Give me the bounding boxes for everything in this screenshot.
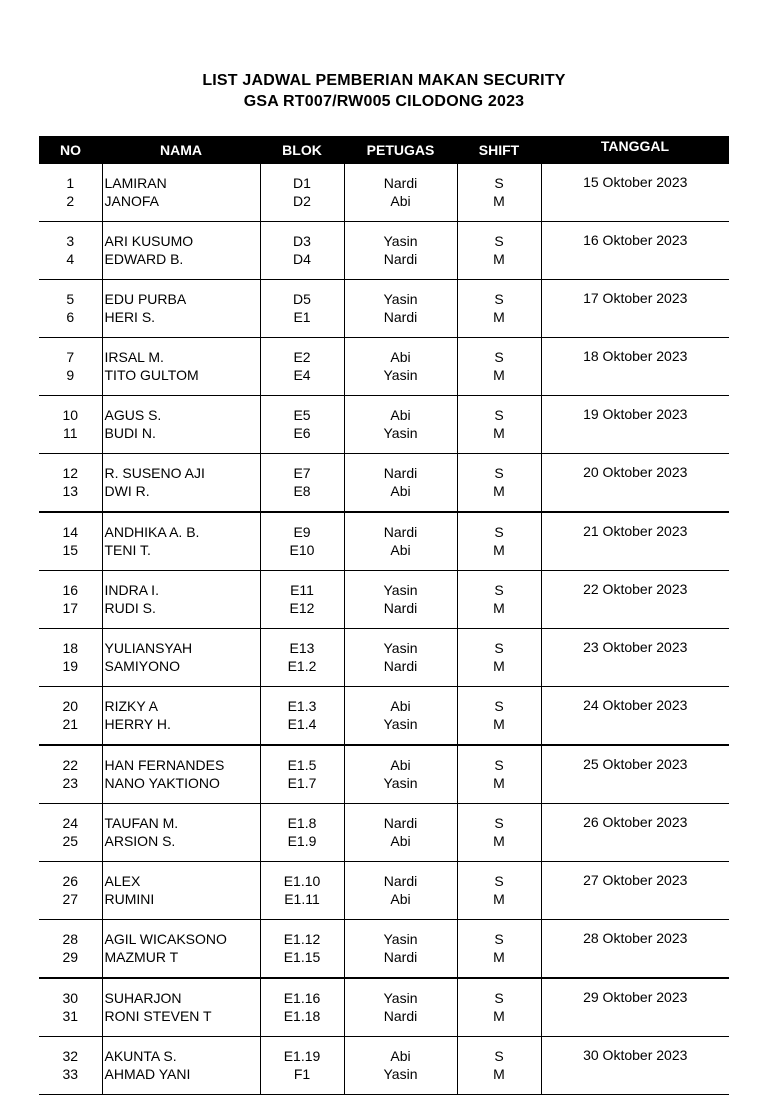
- cell-shift-line: S: [494, 873, 504, 889]
- cell-no: [39, 280, 102, 338]
- header-tanggal: TANGGAL: [541, 136, 729, 164]
- cell-nama-line: TENI T.: [104, 541, 151, 558]
- cell-petugas: [344, 1037, 457, 1095]
- cell-tanggal: 28 Oktober 2023: [541, 920, 729, 979]
- cell-petugas: [344, 164, 457, 222]
- cell-shift-line: S: [494, 990, 504, 1006]
- cell-nama: [102, 920, 260, 979]
- cell-nama-line: ARSION S.: [104, 832, 176, 849]
- cell-nama-line: ARI KUSUMO: [104, 233, 194, 249]
- cell-blok: [260, 804, 344, 862]
- cell-petugas: [344, 745, 457, 804]
- cell-shift-line: S: [494, 1048, 504, 1064]
- cell-blok: [260, 862, 344, 920]
- cell-nama-line: YULIANSYAH: [104, 640, 193, 656]
- cell-shift-line: M: [493, 890, 505, 907]
- cell-blok-line: E1.5: [287, 757, 317, 773]
- cell-petugas-line: Nardi: [383, 815, 418, 831]
- cell-no-line: 15: [62, 541, 79, 558]
- cell-no-line: 19: [62, 657, 79, 674]
- cell-no: [39, 978, 102, 1037]
- cell-nama: [102, 862, 260, 920]
- cell-nama: [102, 280, 260, 338]
- cell-petugas: [344, 222, 457, 280]
- cell-shift-line: M: [493, 1007, 505, 1024]
- cell-shift-line: S: [494, 931, 504, 947]
- table-row: [39, 222, 729, 280]
- cell-no-line: 14: [62, 524, 79, 540]
- cell-nama-line: IRSAL M.: [104, 349, 164, 365]
- cell-no: [39, 571, 102, 629]
- cell-tanggal: 23 Oktober 2023: [541, 629, 729, 687]
- cell-shift: [457, 454, 541, 513]
- cell-no: [39, 745, 102, 804]
- cell-blok-line: E1.2: [287, 657, 317, 674]
- cell-no-line: 26: [62, 873, 79, 889]
- cell-petugas-line: Abi: [390, 192, 411, 209]
- cell-blok-line: E4: [293, 366, 311, 383]
- header-nama: NAMA: [102, 136, 260, 164]
- cell-blok-line: D2: [293, 192, 311, 209]
- cell-blok: [260, 164, 344, 222]
- cell-petugas-line: Abi: [390, 890, 411, 907]
- table-row: [39, 571, 729, 629]
- cell-no: [39, 396, 102, 454]
- cell-petugas: [344, 629, 457, 687]
- table-row: [39, 164, 729, 222]
- cell-shift: [457, 978, 541, 1037]
- cell-petugas-line: Yasin: [383, 1065, 418, 1082]
- header-row: [39, 136, 729, 164]
- cell-nama: [102, 629, 260, 687]
- cell-nama-line: SUHARJON: [104, 990, 182, 1006]
- title-line-1: LIST JADWAL PEMBERIAN MAKAN SECURITY: [202, 72, 566, 89]
- table-row: [39, 862, 729, 920]
- cell-tanggal: 21 Oktober 2023: [541, 512, 729, 571]
- cell-petugas-line: Yasin: [383, 424, 418, 441]
- cell-nama-line: JANOFA: [104, 192, 159, 209]
- cell-shift: [457, 396, 541, 454]
- cell-nama: [102, 338, 260, 396]
- cell-no: [39, 862, 102, 920]
- cell-shift-line: S: [494, 175, 504, 191]
- header-no: NO: [39, 136, 102, 164]
- cell-blok: [260, 338, 344, 396]
- cell-nama-line: TITO GULTOM: [104, 366, 199, 383]
- cell-tanggal: 17 Oktober 2023: [541, 280, 729, 338]
- cell-shift: [457, 280, 541, 338]
- cell-nama-line: RUDI S.: [104, 599, 156, 616]
- cell-blok-line: E1.12: [283, 931, 321, 947]
- cell-petugas-line: Yasin: [383, 715, 418, 732]
- cell-no: [39, 454, 102, 513]
- cell-blok-line: F1: [293, 1065, 311, 1082]
- cell-petugas-line: Yasin: [383, 774, 418, 791]
- cell-shift-line: M: [493, 715, 505, 732]
- cell-no-line: 1: [66, 175, 75, 191]
- table-header: [39, 136, 729, 164]
- cell-nama-line: ALEX: [104, 873, 141, 889]
- cell-blok: [260, 629, 344, 687]
- cell-blok-line: E2: [293, 349, 311, 365]
- cell-blok-line: E13: [289, 640, 315, 656]
- cell-no-line: 6: [66, 308, 75, 325]
- cell-nama: [102, 745, 260, 804]
- cell-no: [39, 920, 102, 979]
- cell-blok: [260, 978, 344, 1037]
- cell-nama-line: R. SUSENO AJI: [104, 465, 205, 481]
- cell-blok-line: E5: [293, 407, 311, 423]
- cell-blok: [260, 687, 344, 746]
- cell-no-line: 16: [62, 582, 79, 598]
- cell-no-line: 27: [62, 890, 79, 907]
- cell-tanggal: 18 Oktober 2023: [541, 338, 729, 396]
- cell-tanggal: 24 Oktober 2023: [541, 687, 729, 746]
- cell-blok: [260, 512, 344, 571]
- cell-blok-line: E9: [293, 524, 311, 540]
- table-row: [39, 978, 729, 1037]
- cell-shift: [457, 571, 541, 629]
- cell-shift-line: M: [493, 774, 505, 791]
- cell-shift-line: M: [493, 657, 505, 674]
- cell-petugas-line: Abi: [390, 1048, 411, 1064]
- cell-no: [39, 1037, 102, 1095]
- cell-shift: [457, 804, 541, 862]
- cell-no: [39, 338, 102, 396]
- cell-nama-line: RUMINI: [104, 890, 155, 907]
- cell-no-line: 21: [62, 715, 79, 732]
- cell-tanggal: 27 Oktober 2023: [541, 862, 729, 920]
- table-row: [39, 1037, 729, 1095]
- cell-shift-line: S: [494, 465, 504, 481]
- cell-petugas-line: Nardi: [383, 175, 418, 191]
- cell-blok-line: E1.16: [283, 990, 321, 1006]
- schedule-table: [39, 136, 729, 1095]
- cell-shift-line: S: [494, 640, 504, 656]
- header-shift: SHIFT: [457, 136, 541, 164]
- cell-nama-line: AKUNTA S.: [104, 1048, 177, 1064]
- cell-shift-line: M: [493, 1065, 505, 1082]
- cell-no-line: 22: [62, 757, 79, 773]
- cell-shift: [457, 1037, 541, 1095]
- cell-petugas-line: Nardi: [383, 873, 418, 889]
- cell-petugas-line: Abi: [390, 698, 411, 714]
- cell-blok-line: E1.4: [287, 715, 317, 732]
- cell-shift-line: S: [494, 698, 504, 714]
- cell-nama-line: INDRA I.: [104, 582, 159, 598]
- cell-blok-line: E1.11: [284, 890, 320, 907]
- cell-no-line: 20: [62, 698, 79, 714]
- cell-no: [39, 512, 102, 571]
- cell-no-line: 10: [62, 407, 79, 423]
- cell-no-line: 31: [62, 1007, 79, 1024]
- cell-blok-line: E1.10: [283, 873, 321, 889]
- cell-nama-line: RONI STEVEN T: [104, 1007, 212, 1024]
- cell-shift-line: M: [493, 948, 505, 965]
- cell-no-line: 7: [66, 349, 75, 365]
- cell-petugas-line: Yasin: [383, 582, 418, 598]
- cell-nama: [102, 164, 260, 222]
- cell-blok-line: E12: [289, 599, 315, 616]
- cell-shift-line: M: [493, 250, 505, 267]
- cell-blok-line: E1.15: [283, 948, 321, 965]
- cell-petugas-line: Yasin: [383, 366, 418, 383]
- cell-blok: [260, 920, 344, 979]
- cell-shift-line: M: [493, 308, 505, 325]
- cell-blok-line: E1.7: [287, 774, 317, 791]
- cell-nama-line: LAMIRAN: [104, 175, 167, 191]
- cell-shift: [457, 862, 541, 920]
- cell-petugas-line: Nardi: [383, 1007, 418, 1024]
- cell-blok-line: E1.18: [283, 1007, 321, 1024]
- table-row: [39, 804, 729, 862]
- cell-no: [39, 804, 102, 862]
- cell-blok-line: E1.3: [287, 698, 317, 714]
- cell-shift: [457, 164, 541, 222]
- cell-petugas-line: Abi: [390, 541, 411, 558]
- cell-blok: [260, 454, 344, 513]
- cell-shift-line: S: [494, 291, 504, 307]
- cell-nama-line: NANO YAKTIONO: [104, 774, 220, 791]
- cell-no-line: 9: [66, 366, 75, 383]
- cell-blok-line: E8: [293, 482, 311, 499]
- cell-petugas-line: Nardi: [383, 948, 418, 965]
- cell-no-line: 17: [62, 599, 79, 616]
- cell-nama: [102, 396, 260, 454]
- cell-no-line: 5: [66, 291, 75, 307]
- cell-nama-line: AHMAD YANI: [104, 1065, 191, 1082]
- header-petugas: PETUGAS: [344, 136, 457, 164]
- title-line-2: GSA RT007/RW005 CILODONG 2023: [243, 93, 525, 110]
- cell-nama-line: BUDI N.: [104, 424, 156, 441]
- cell-blok-line: E7: [293, 465, 311, 481]
- cell-blok: [260, 745, 344, 804]
- cell-blok-line: E1: [293, 308, 311, 325]
- cell-nama-line: SAMIYONO: [104, 657, 180, 674]
- cell-petugas-line: Nardi: [383, 657, 418, 674]
- cell-petugas-line: Abi: [390, 757, 411, 773]
- cell-no-line: 13: [62, 482, 79, 499]
- cell-nama: [102, 512, 260, 571]
- cell-nama: [102, 978, 260, 1037]
- cell-nama: [102, 687, 260, 746]
- cell-blok-line: D5: [293, 291, 311, 307]
- cell-no-line: 23: [62, 774, 79, 791]
- cell-petugas: [344, 920, 457, 979]
- cell-nama: [102, 571, 260, 629]
- cell-no: [39, 164, 102, 222]
- cell-nama-line: AGIL WICAKSONO: [104, 931, 227, 947]
- cell-petugas-line: Nardi: [383, 308, 418, 325]
- cell-tanggal: 20 Oktober 2023: [541, 454, 729, 513]
- cell-no-line: 3: [66, 233, 75, 249]
- cell-tanggal: 22 Oktober 2023: [541, 571, 729, 629]
- cell-shift: [457, 512, 541, 571]
- cell-blok: [260, 1037, 344, 1095]
- table-row: [39, 338, 729, 396]
- cell-shift: [457, 338, 541, 396]
- document-title: [0, 70, 768, 112]
- table-row: [39, 920, 729, 979]
- cell-no-line: 2: [66, 192, 75, 209]
- cell-blok: [260, 396, 344, 454]
- cell-petugas-line: Nardi: [383, 599, 418, 616]
- cell-no-line: 18: [62, 640, 79, 656]
- cell-shift-line: S: [494, 233, 504, 249]
- cell-petugas-line: Yasin: [383, 291, 418, 307]
- cell-nama-line: EDU PURBA: [104, 291, 187, 307]
- table-row: [39, 629, 729, 687]
- cell-nama-line: TAUFAN M.: [104, 815, 179, 831]
- cell-blok: [260, 571, 344, 629]
- cell-shift-line: S: [494, 815, 504, 831]
- cell-shift-line: M: [493, 424, 505, 441]
- cell-tanggal: 29 Oktober 2023: [541, 978, 729, 1037]
- cell-petugas-line: Yasin: [383, 233, 418, 249]
- cell-petugas-line: Abi: [390, 407, 411, 423]
- cell-petugas-line: Abi: [390, 482, 411, 499]
- cell-petugas: [344, 571, 457, 629]
- cell-petugas: [344, 280, 457, 338]
- cell-shift: [457, 920, 541, 979]
- cell-blok: [260, 222, 344, 280]
- cell-tanggal: 15 Oktober 2023: [541, 164, 729, 222]
- cell-nama-line: MAZMUR T: [104, 948, 179, 965]
- cell-nama: [102, 454, 260, 513]
- cell-shift-line: S: [494, 757, 504, 773]
- table-row: [39, 280, 729, 338]
- cell-blok-line: D1: [293, 175, 311, 191]
- cell-petugas: [344, 512, 457, 571]
- cell-petugas-line: Yasin: [383, 931, 418, 947]
- cell-petugas-line: Abi: [390, 349, 411, 365]
- cell-no: [39, 629, 102, 687]
- table-body: [39, 164, 729, 1095]
- cell-no-line: 24: [62, 815, 79, 831]
- cell-shift: [457, 629, 541, 687]
- cell-petugas-line: Nardi: [383, 465, 418, 481]
- cell-tanggal: 19 Oktober 2023: [541, 396, 729, 454]
- cell-no-line: 12: [62, 465, 79, 481]
- cell-petugas-line: Abi: [390, 832, 411, 849]
- cell-no-line: 4: [66, 250, 75, 267]
- cell-shift: [457, 222, 541, 280]
- cell-blok-line: E6: [293, 424, 311, 441]
- cell-no-line: 28: [62, 931, 79, 947]
- cell-shift-line: M: [493, 541, 505, 558]
- cell-nama-line: HAN FERNANDES: [104, 757, 225, 773]
- cell-tanggal: 26 Oktober 2023: [541, 804, 729, 862]
- cell-petugas-line: Yasin: [383, 640, 418, 656]
- cell-petugas: [344, 978, 457, 1037]
- cell-shift-line: S: [494, 407, 504, 423]
- table-row: [39, 512, 729, 571]
- cell-shift: [457, 745, 541, 804]
- cell-petugas: [344, 687, 457, 746]
- cell-petugas: [344, 862, 457, 920]
- cell-petugas: [344, 396, 457, 454]
- cell-nama-line: RIZKY A: [104, 698, 158, 714]
- cell-shift-line: M: [493, 192, 505, 209]
- cell-shift-line: S: [494, 582, 504, 598]
- cell-tanggal: 16 Oktober 2023: [541, 222, 729, 280]
- cell-no-line: 25: [62, 832, 79, 849]
- cell-blok-line: E1.9: [287, 832, 317, 849]
- cell-nama-line: ANDHIKA A. B.: [104, 524, 200, 540]
- cell-petugas-line: Yasin: [383, 990, 418, 1006]
- cell-nama-line: HERI S.: [104, 308, 156, 325]
- cell-shift-line: M: [493, 366, 505, 383]
- cell-petugas: [344, 338, 457, 396]
- cell-shift: [457, 687, 541, 746]
- cell-blok-line: E11: [290, 582, 314, 598]
- cell-petugas-line: Nardi: [383, 524, 418, 540]
- cell-nama-line: AGUS S.: [104, 407, 162, 423]
- cell-blok-line: E1.8: [287, 815, 317, 831]
- cell-no-line: 29: [62, 948, 79, 965]
- table-row: [39, 687, 729, 746]
- cell-blok-line: D3: [293, 233, 311, 249]
- cell-tanggal: 30 Oktober 2023: [541, 1037, 729, 1095]
- cell-shift-line: S: [494, 349, 504, 365]
- cell-shift-line: M: [493, 599, 505, 616]
- cell-no: [39, 222, 102, 280]
- cell-blok-line: E1.19: [283, 1048, 321, 1064]
- cell-nama: [102, 222, 260, 280]
- cell-nama-line: EDWARD B.: [104, 250, 184, 267]
- cell-petugas: [344, 804, 457, 862]
- cell-petugas-line: Nardi: [383, 250, 418, 267]
- cell-no-line: 30: [62, 990, 79, 1006]
- cell-nama: [102, 804, 260, 862]
- cell-shift-line: M: [493, 482, 505, 499]
- cell-blok-line: E10: [289, 541, 315, 558]
- cell-blok: [260, 280, 344, 338]
- cell-nama: [102, 1037, 260, 1095]
- cell-no-line: 11: [62, 424, 78, 441]
- cell-petugas: [344, 454, 457, 513]
- cell-nama-line: DWI R.: [104, 482, 150, 499]
- cell-no-line: 33: [62, 1065, 79, 1082]
- table-row: [39, 745, 729, 804]
- header-blok: BLOK: [260, 136, 344, 164]
- cell-no: [39, 687, 102, 746]
- cell-shift-line: S: [494, 524, 504, 540]
- cell-no-line: 32: [62, 1048, 79, 1064]
- cell-blok-line: D4: [293, 250, 311, 267]
- cell-nama-line: HERRY H.: [104, 715, 171, 732]
- cell-shift-line: M: [493, 832, 505, 849]
- table-row: [39, 454, 729, 513]
- cell-tanggal: 25 Oktober 2023: [541, 745, 729, 804]
- table-row: [39, 396, 729, 454]
